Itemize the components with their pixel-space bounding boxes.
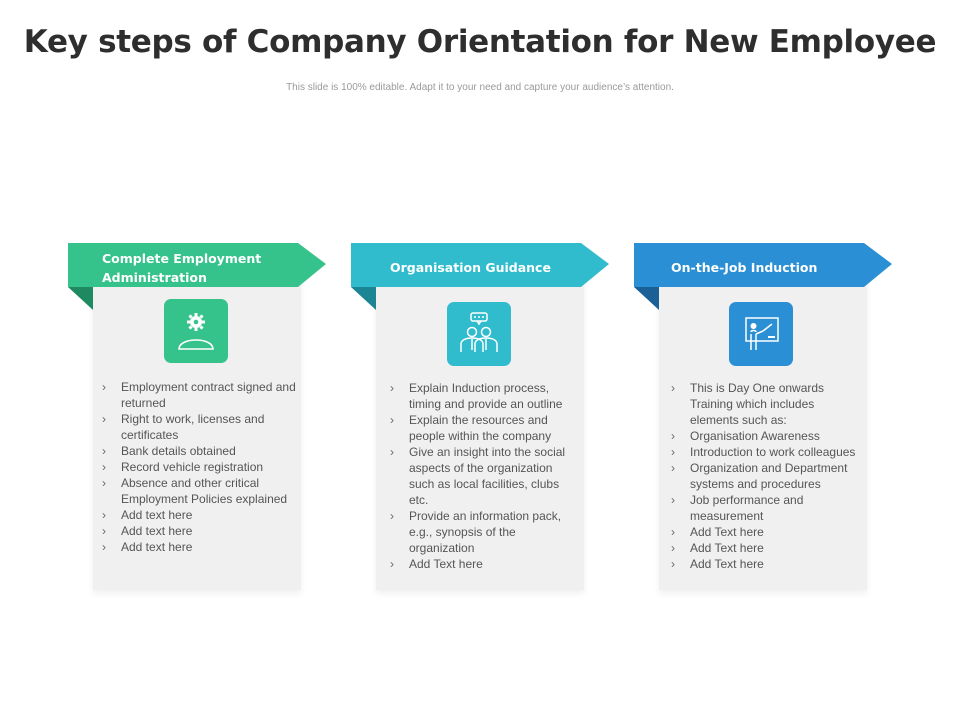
list-item: › Give an insight into the social aspects of the organization such as local facilities, clubs etc.: [390, 444, 572, 508]
list-item: › Employment contract signed and returned: [102, 379, 297, 411]
team-discussion-icon: [447, 302, 511, 366]
list-item: › Explain Induction process, timing and provide an outline: [390, 380, 572, 412]
list-item: › Job performance and measurement: [671, 492, 861, 524]
header-organisation-guidance: Organisation Guidance: [390, 260, 551, 275]
header-on-the-job-induction: On-the-Job Induction: [671, 260, 818, 275]
slide-title: Key steps of Company Orientation for New Employee: [23, 24, 937, 60]
list-item: › Organization and Department systems and procedures: [671, 460, 861, 492]
list-item: › Add Text here: [390, 556, 572, 572]
trainer-presentation-icon: [729, 302, 793, 366]
list-item: › Add text here: [102, 539, 297, 555]
list-item: › Add Text here: [671, 524, 861, 540]
gear-person-icon: [164, 299, 228, 363]
header-employment-administration: Complete Employment Administration: [102, 251, 262, 285]
list-item: › Record vehicle registration: [102, 459, 297, 475]
list-item: › Add Text here: [671, 540, 861, 556]
list-item: › Add text here: [102, 507, 297, 523]
list-organisation-guidance: [390, 380, 572, 572]
list-item: › Introduction to work colleagues: [671, 444, 861, 460]
list-employment-administration: [102, 379, 297, 555]
list-item: › Right to work, licenses and certificates: [102, 411, 297, 443]
list-item: › Organisation Awareness: [671, 428, 861, 444]
list-on-the-job-induction: [671, 380, 861, 572]
list-item: › Provide an information pack, e.g., synopsis of the organization: [390, 508, 572, 556]
list-item: › Explain the resources and people within the company: [390, 412, 572, 444]
list-item: › Absence and other critical Employment Policies explained: [102, 475, 297, 507]
list-item: › Add text here: [102, 523, 297, 539]
list-item: › This is Day One onwards Training which includes elements such as:: [671, 380, 861, 428]
list-item: › Bank details obtained: [102, 443, 297, 459]
list-item: › Add Text here: [671, 556, 861, 572]
slide-subtitle: This slide is 100% editable. Adapt it to your need and capture your audience’s attention.: [286, 82, 674, 93]
